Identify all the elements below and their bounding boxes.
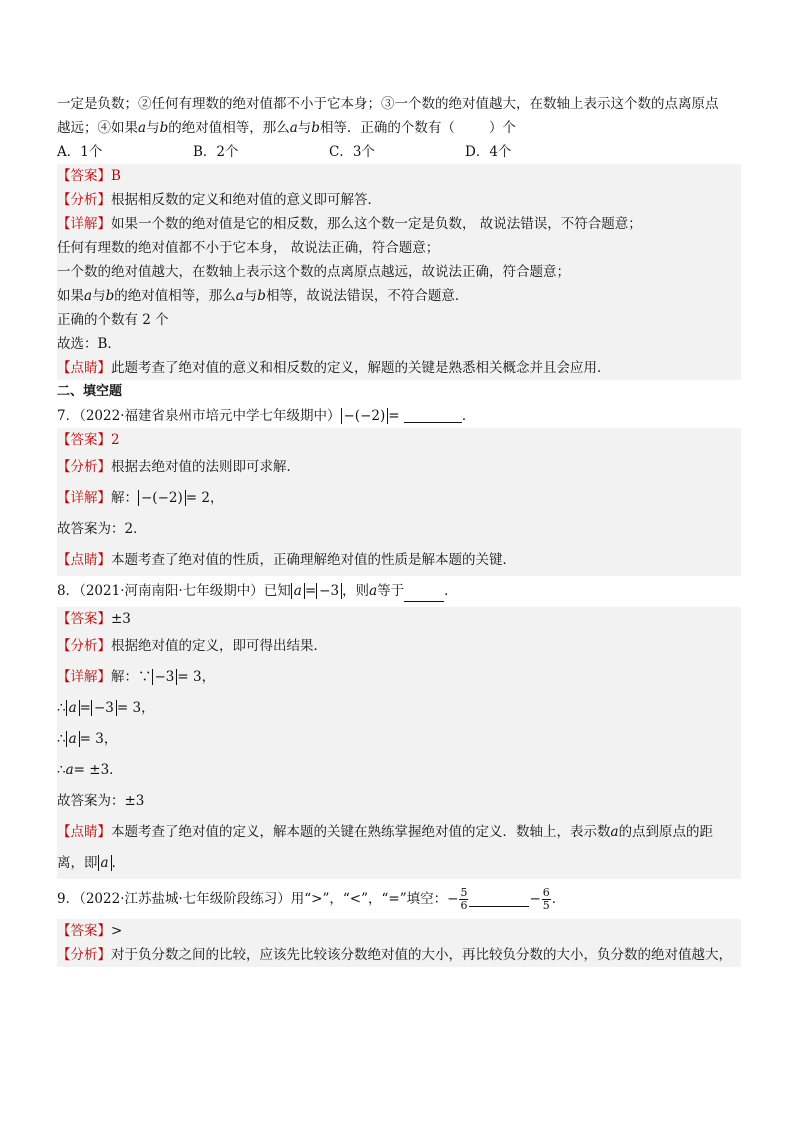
q6-stem-text: 与 — [297, 120, 312, 136]
detail-text: 相等，故说法错误，不符合题意． — [265, 288, 469, 304]
fraction-6-5 — [542, 887, 551, 912]
q7-answer — [57, 428, 741, 452]
var-b: b — [311, 120, 320, 136]
detail-text: 与 — [92, 288, 106, 304]
abs-neg3: −3 — [91, 700, 117, 716]
q6-stem-text: ）个 — [488, 120, 516, 136]
q9-stem-text: ． — [551, 891, 566, 907]
q7-detail — [57, 483, 741, 514]
answer-value: B — [111, 168, 121, 184]
option-d: D．4个 — [465, 144, 512, 160]
option-c: C．3个 — [329, 144, 375, 160]
comment-text: 此题考查了绝对值的意义和相反数的定义，解题的关键是熟悉相关概念并且会应用． — [111, 360, 611, 376]
detail-tag: 【详解】 — [57, 216, 111, 232]
q8-comment-1 — [57, 817, 741, 848]
analysis-text: 根据去绝对值的法则即可求解． — [111, 459, 300, 475]
answer-value: ±3 — [111, 611, 131, 627]
q7-stem-text: ． — [461, 408, 476, 424]
detail-text: 解：∵ — [111, 669, 152, 685]
q6-stem-text: 与 — [146, 120, 160, 136]
q8-detail-3 — [57, 724, 741, 755]
q6-stem-text: 的绝对值相等，那么 — [168, 120, 290, 136]
var-b: b — [159, 120, 169, 136]
fill-blank — [404, 406, 462, 423]
q7-comment — [57, 545, 741, 576]
var-a: a — [84, 288, 93, 304]
q6-answer — [57, 164, 741, 188]
denominator: 5 — [542, 899, 550, 912]
denominator: 6 — [460, 899, 468, 912]
q7-abs-expression: −(−2) — [341, 408, 389, 424]
var-a: a — [369, 583, 378, 599]
q7-stem-text: 7．（2022·福建省泉州市培元中学七年级期中） — [57, 408, 341, 424]
comment-text: 的点到原点的距 — [618, 824, 714, 840]
abs-a: a — [66, 700, 80, 716]
q8-detail-2 — [57, 693, 741, 724]
var-a: a — [610, 824, 619, 840]
answer-tag: 【答案】 — [57, 923, 111, 939]
q6-comment — [57, 356, 741, 380]
q8-answer — [57, 607, 741, 631]
answer-tag: 【答案】 — [57, 432, 111, 448]
answer-value: > — [111, 923, 123, 939]
q8-detail-1 — [57, 662, 741, 693]
q8-stem — [57, 576, 741, 607]
detail-text: ∴ — [57, 700, 66, 716]
comment-text: ． — [111, 855, 126, 871]
final-answer-text: 故答案为：±3 — [57, 793, 145, 809]
var-b: b — [105, 288, 115, 304]
detail-text: = 3， — [116, 700, 155, 716]
q7-equals: = — [388, 408, 400, 424]
q8-equals: = — [304, 583, 317, 599]
detail-text: 正确的个数有 2 个 — [57, 312, 169, 328]
minus-sign: − — [529, 891, 541, 907]
q9-analysis — [57, 943, 741, 967]
q8-analysis — [57, 631, 741, 662]
analysis-text: 对于负分数之间的比较，应该先比较该分数绝对值的大小，再比较负分数的大小，负分数的绝对值越大， — [111, 947, 732, 963]
detail-tag: 【详解】 — [57, 490, 111, 506]
detail-tag: 【详解】 — [57, 669, 111, 685]
detail-text: 任何有理数的绝对值都不小于它本身， 故说法正确，符合题意； — [57, 240, 440, 256]
q7-final — [57, 514, 741, 545]
fill-blank — [404, 585, 444, 602]
detail-text: 如果一个数的绝对值是它的相反数，那么这个数一定是负数， 故说法错误，不符合题意； — [111, 216, 642, 232]
abs-a: a — [66, 731, 80, 747]
comment-text: 离，即 — [57, 855, 98, 871]
section-title: 二、填空题 — [57, 384, 123, 399]
q9-stem — [57, 879, 741, 919]
option-b: B．2个 — [193, 144, 239, 160]
q6-detail-4 — [57, 284, 741, 308]
var-a: a — [289, 120, 298, 136]
minus-sign: − — [447, 891, 459, 907]
answer-tag: 【答案】 — [57, 168, 111, 184]
var-b: b — [257, 288, 266, 304]
fraction-5-6 — [459, 887, 468, 912]
detail-text: 一个数的绝对值越大，在数轴上表示这个数的点离原点越远，故说法正确，符合题意； — [57, 264, 570, 280]
q6-analysis — [57, 188, 741, 212]
q6-stem-text: 一定是负数；②任何有理数的绝对值都不小于它本身；③一个数的绝对值越大，在数轴上表示这个数的点离原点 — [57, 96, 719, 112]
abs-a: a — [291, 583, 305, 599]
analysis-tag: 【分析】 — [57, 192, 111, 208]
document-page — [57, 92, 741, 967]
q6-stem-text: 越远；④如果 — [57, 120, 138, 136]
abs-neg3: −3 — [316, 583, 342, 599]
detail-text: = — [79, 700, 91, 716]
comment-tag: 【点睛】 — [57, 552, 111, 568]
detail-text: = ±3． — [73, 762, 123, 778]
numerator: 6 — [542, 886, 550, 899]
answer-value: 2 — [111, 432, 120, 448]
fill-blank — [469, 890, 529, 907]
detail-text: ∴ — [57, 762, 66, 778]
detail-text: 故选：B． — [57, 336, 121, 352]
q6-stem-text: 相等．正确的个数有（ — [319, 120, 455, 136]
detail-text: ∴ — [57, 731, 66, 747]
q6-detail-2 — [57, 236, 741, 260]
analysis-tag: 【分析】 — [57, 638, 111, 654]
comment-text: 本题考查了绝对值的性质，正确理解绝对值的性质是解本题的关键． — [111, 552, 516, 568]
abs-neg3: −3 — [152, 669, 178, 685]
detail-text: 如果 — [57, 288, 84, 304]
abs-a: a — [98, 855, 112, 871]
analysis-tag: 【分析】 — [57, 947, 111, 963]
var-a: a — [138, 120, 147, 136]
detail-text: 与 — [243, 288, 258, 304]
q6-stem-line-2 — [57, 116, 741, 140]
comment-tag: 【点睛】 — [57, 360, 111, 376]
q9-stem-text: 9．（2022·江苏盐城·七年级阶段练习）用“>”，“<”，“=”填空： — [57, 891, 448, 907]
comment-tag: 【点睛】 — [57, 824, 111, 840]
q6-detail-1 — [57, 212, 741, 236]
option-a: A．1个 — [57, 144, 103, 160]
q8-stem-text: 等于 — [377, 583, 405, 599]
final-answer-text: 故答案为：2． — [57, 521, 147, 537]
q8-stem-text: 8．（2021·河南南阳·七年级期中）已知 — [57, 583, 291, 599]
q6-detail-5 — [57, 308, 741, 332]
q6-detail-6 — [57, 332, 741, 356]
detail-text: 解： — [111, 490, 138, 506]
detail-text: = 3， — [177, 669, 216, 685]
numerator: 5 — [460, 886, 468, 899]
comment-text: 本题考查了绝对值的定义，解本题的关键在熟练掌握绝对值的定义．数轴上，表示数 — [111, 824, 611, 840]
analysis-tag: 【分析】 — [57, 459, 111, 475]
q7-stem — [57, 404, 741, 428]
q8-detail-4 — [57, 755, 741, 786]
analysis-text: 根据绝对值的定义，即可得出结果． — [111, 638, 327, 654]
detail-text: = 2， — [185, 490, 224, 506]
q7-abs-expression: −(−2) — [138, 490, 186, 506]
q8-comment-2 — [57, 848, 741, 879]
q8-final — [57, 786, 741, 817]
q8-stem-text: ，则 — [342, 583, 370, 599]
detail-text: 的绝对值相等，那么 — [114, 288, 236, 304]
q6-stem-line-1 — [57, 92, 741, 116]
analysis-text: 根据相反数的定义和绝对值的意义即可解答． — [111, 192, 381, 208]
answer-tag: 【答案】 — [57, 611, 111, 627]
var-a: a — [235, 288, 244, 304]
q6-options — [57, 140, 741, 164]
q6-detail-3 — [57, 260, 741, 284]
q9-answer — [57, 919, 741, 943]
q8-stem-text: ． — [444, 583, 458, 599]
detail-text: = 3， — [79, 731, 118, 747]
q7-analysis — [57, 452, 741, 483]
var-a: a — [65, 762, 74, 778]
